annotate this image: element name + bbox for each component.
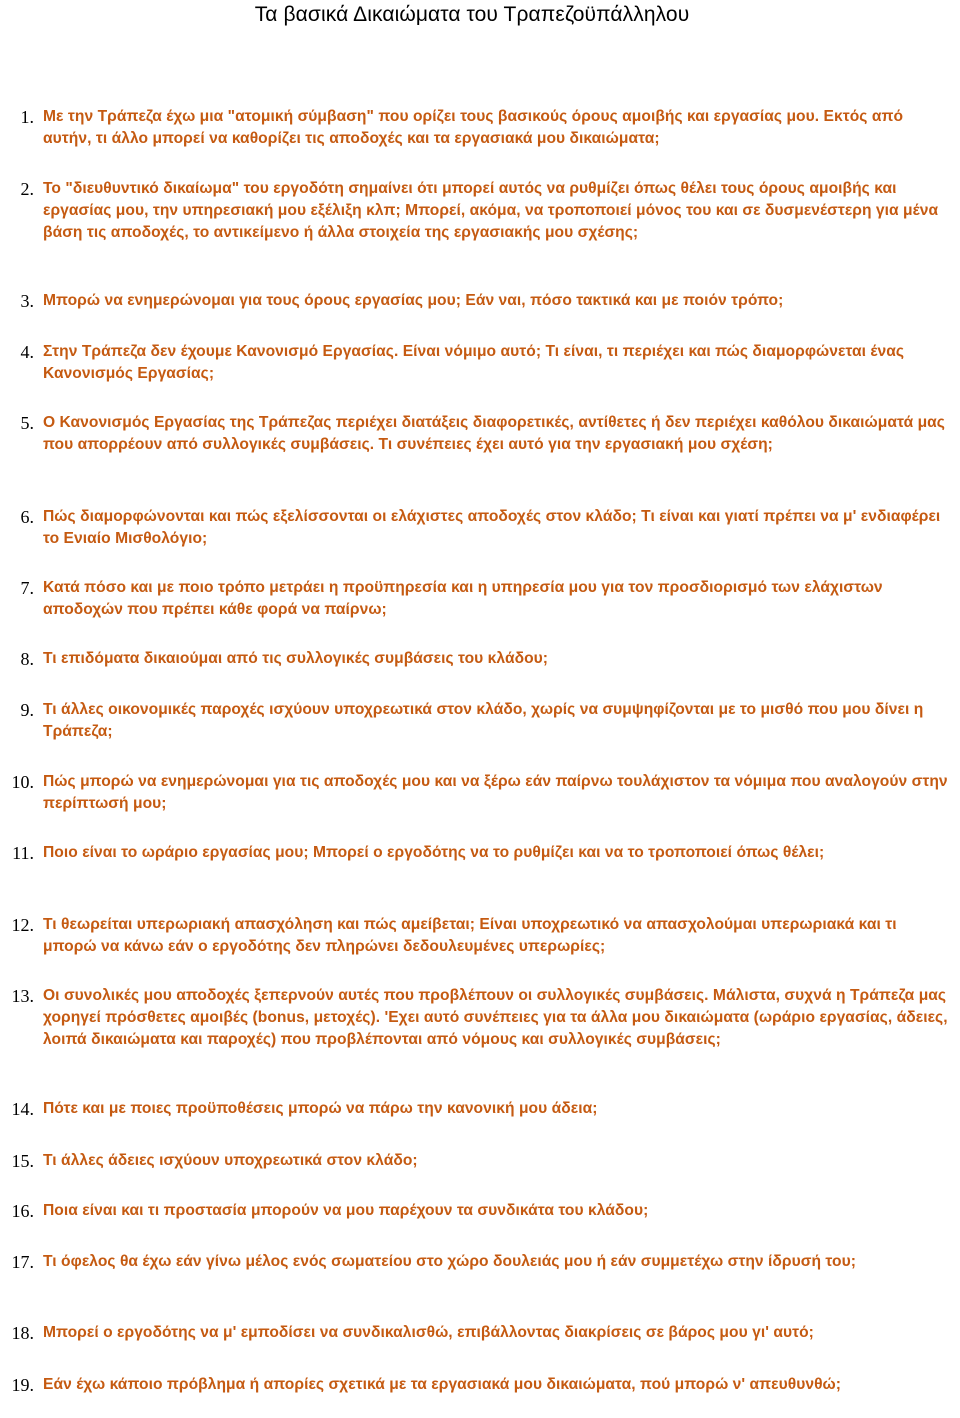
- item-text: Πώς μπορώ να ενημερώνομαι για τις αποδοχές μου και να ξέρω εάν παίρνω τουλάχιστον τα νόμιμα που αναλογούν στην περίπτωσή μου;: [43, 773, 948, 812]
- item-number: 9.: [20, 700, 34, 720]
- item-text: Μπορώ να ενημερώνομαι για τους όρους εργασίας μου; Εάν ναι, πόσο τακτικά και με ποιόν τρόπο;: [43, 292, 784, 309]
- item-text: Το "διευθυντικό δικαίωμα" του εργοδότη σημαίνει ότι μπορεί αυτός να ρυθμίζει όπως θέλει τους όρους αμοιβής και εργασίας μου, την υπηρεσιακή μου εξέλιξη κλπ; Μπορεί, ακόμα, να τροποποιεί μόνος του και σε δυσμενέστερη για μένα βάση τις αποδοχές, το αντικείμενο ή άλλα στοιχεία της εργασιακής μου σχέσης;: [43, 180, 939, 241]
- item-number: 19.: [11, 1375, 34, 1395]
- item-number: 16.: [11, 1201, 34, 1221]
- item-number: 2.: [20, 179, 34, 199]
- item-text: Ο Κανονισμός Εργασίας της Τράπεζας περιέχει διατάξεις διαφορετικές, αντίθετες ή δεν περιέχει καθόλου δικαιώματά μας που απορρέουν από συλλογικές συμβάσεις. Τι συνέπειες έχει αυτό για την εργασιακή μου σχέση;: [43, 414, 945, 453]
- item-number: 3.: [20, 291, 34, 311]
- item-text: Στην Τράπεζα δεν έχουμε Κανονισμό Εργασίας. Είναι νόμιμο αυτό; Τι είναι, τι περιέχει και πώς διαμορφώνεται ένας Κανονισμός Εργασίας;: [43, 343, 904, 382]
- item-number: 18.: [11, 1323, 34, 1343]
- item-text: Μπορεί ο εργοδότης να μ' εμποδίσει να συνδικαλισθώ, επιβάλλοντας διακρίσεις σε βάρος μου γι' αυτό;: [43, 1324, 814, 1341]
- item-text: Οι συνολικές μου αποδοχές ξεπερνούν αυτές που προβλέπουν οι συλλογικές συμβάσεις. Μάλιστα, συχνά η Τράπεζα μας χορηγεί πρόσθετες αμοιβές (bonus, μετοχές). 'Εχει αυτό συνέπειες για τα άλλα μου δικαιώματα (ωράριο εργασίας, άδειες, λοιπά δικαιώματα και παροχές) που προβλέπονται από νόμους και συλλογικές συμβάσεις;: [43, 987, 948, 1048]
- item-number: 8.: [20, 649, 34, 669]
- item-text: Ποια είναι και τι προστασία μπορούν να μου παρέχουν τα συνδικάτα του κλάδου;: [43, 1202, 649, 1219]
- item-text: Ποιο είναι το ωράριο εργασίας μου; Μπορεί ο εργοδότης να το ρυθμίζει και να το τροποποιεί όπως θέλει;: [43, 844, 825, 861]
- item-number: 10.: [11, 772, 34, 792]
- item-number: 14.: [11, 1099, 34, 1119]
- item-number: 17.: [11, 1252, 34, 1272]
- item-text: Τι άλλες οικονομικές παροχές ισχύουν υποχρεωτικά στον κλάδο, χωρίς να συμψηφίζονται με το μισθό που μου δίνει η Τράπεζα;: [43, 701, 924, 740]
- item-text: Με την Τράπεζα έχω μια "ατομική σύμβαση" που ορίζει τους βασικούς όρους αμοιβής και εργασίας μου. Εκτός από αυτήν, τι άλλο μπορεί να καθορίζει τις αποδοχές και τα εργασιακά μου δικαιώματα;: [43, 108, 904, 147]
- page-title: Τα βασικά Δικαιώματα του Τραπεζοϋπάλληλου: [254, 3, 690, 26]
- item-number: 13.: [11, 986, 34, 1006]
- item-number: 11.: [12, 843, 34, 863]
- item-number: 6.: [20, 507, 34, 527]
- item-text: Τι άλλες άδειες ισχύουν υποχρεωτικά στον κλάδο;: [43, 1152, 418, 1169]
- item-number: 12.: [11, 915, 34, 935]
- item-text: Πότε και με ποιες προϋποθέσεις μπορώ να πάρω την κανονική μου άδεια;: [43, 1100, 598, 1117]
- item-text: Πώς διαμορφώνονται και πώς εξελίσσονται οι ελάχιστες αποδοχές στον κλάδο; Τι είναι και γιατί πρέπει να μ' ενδιαφέρει το Ενιαίο Μισθολόγιο;: [43, 508, 941, 547]
- item-number: 1.: [20, 107, 34, 127]
- item-text: Τι θεωρείται υπερωριακή απασχόληση και πώς αμείβεται; Είναι υποχρεωτικό να απασχολούμαι υπερωριακά και τι μπορώ να κάνω εάν ο εργοδότης δεν πληρώνει δεδουλευμένες υπερωρίες;: [43, 916, 897, 955]
- item-number: 7.: [20, 578, 34, 598]
- item-number: 4.: [20, 342, 34, 362]
- item-text: Τι όφελος θα έχω εάν γίνω μέλος ενός σωματείου στο χώρο δουλειάς μου ή εάν συμμετέχω στην ίδρυσή του;: [43, 1253, 856, 1270]
- item-text: Εάν έχω κάποιο πρόβλημα ή απορίες σχετικά με τα εργασιακά μου δικαιώματα, πού μπορώ ν' απευθυνθώ;: [43, 1376, 842, 1393]
- item-text: Κατά πόσο και με ποιο τρόπο μετράει η προϋπηρεσία και η υπηρεσία μου για τον προσδιορισμό των ελάχιστων αποδοχών που πρέπει κάθε φορά να παίρνω;: [43, 579, 883, 618]
- item-number: 5.: [20, 413, 34, 433]
- item-text: Τι επιδόματα δικαιούμαι από τις συλλογικές συμβάσεις του κλάδου;: [43, 650, 549, 667]
- item-number: 15.: [11, 1151, 34, 1171]
